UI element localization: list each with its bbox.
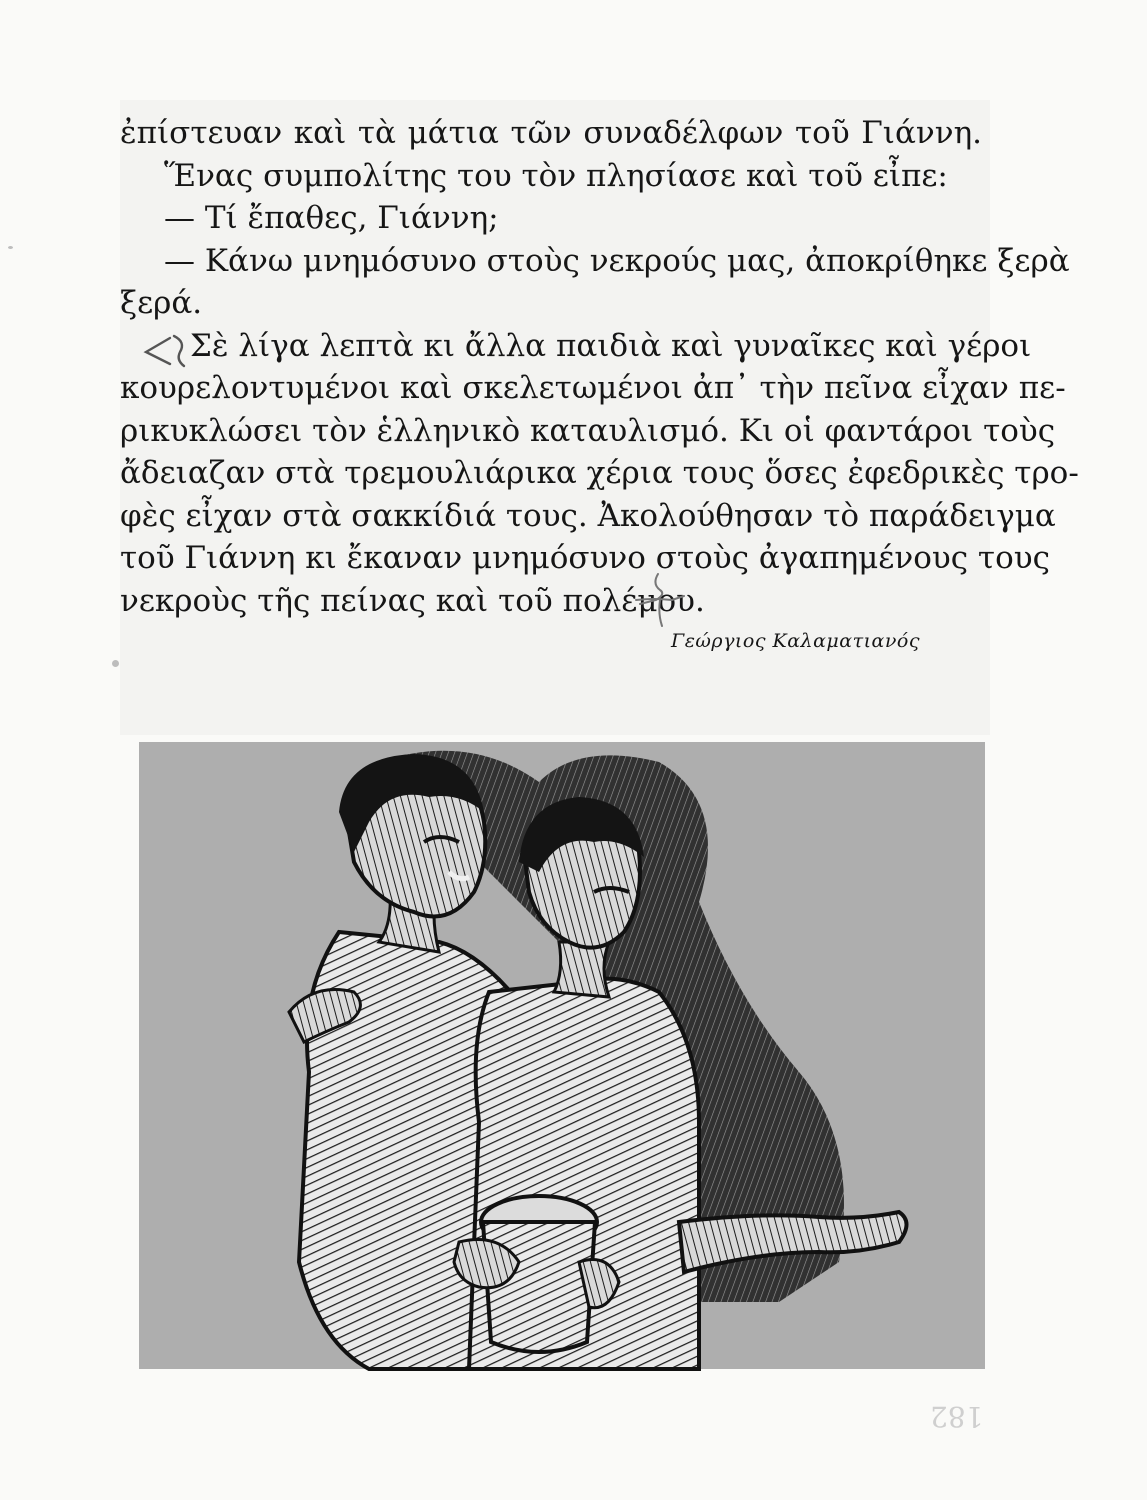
text-line: νεκροὺς τῆς πείνας καὶ τοῦ πολέμου. (120, 582, 705, 619)
text-line: Ἕνας συμπολίτης του τὸν πλησίασε καὶ τοῦ εἶπε: (164, 157, 948, 194)
page-speck (112, 660, 119, 667)
pencil-margin-mark-icon (140, 330, 190, 370)
story-text (120, 112, 1079, 622)
text-line: ἄδειαζαν στὰ τρεμουλιάρικα χέρια τους ὅσες ἐφεδρικὲς τρο- (120, 455, 1079, 491)
text-line: — Τί ἔπαθες, Γιάννη; (164, 200, 499, 236)
woodcut-figures-image (139, 742, 985, 1369)
text-line: φὲς εἶχαν στὰ σακκίδιά τους. Ἀκολούθησαν τὸ παράδειγμα (120, 497, 1056, 534)
page-number: 182 (930, 1400, 984, 1433)
author-signature: Γεώργιος Καλαματιανός (671, 630, 920, 652)
text-line: ρικυκλώσει τὸν ἑλληνικὸ καταυλισμό. Κι οἱ φαντάροι τοὺς (120, 412, 1056, 449)
text-line: — Κάνω μνημόσυνο στοὺς νεκρούς μας, ἀποκρίθηκε ξερὰ (164, 242, 1070, 279)
page-speck (8, 246, 13, 249)
text-line: Σὲ λίγα λεπτὰ κι ἄλλα παιδιὰ καὶ γυναῖκες καὶ γέροι (190, 327, 1032, 364)
text-line: κουρελοντυμένοι καὶ σκελετωμένοι ἀπ᾽ τὴν πεῖνα εἶχαν πε- (120, 370, 1066, 406)
text-line: ἐπίστευαν καὶ τὰ μάτια τῶν συναδέλφων τοῦ Γιάννη. (120, 115, 982, 151)
text-line: τοῦ Γιάννη κι ἔκαναν μνημόσυνο στοὺς ἀγαπημένους τους (120, 540, 1050, 576)
woodcut-illustration (139, 742, 985, 1369)
text-line: ξερά. (120, 285, 203, 321)
pencil-end-mark-icon (632, 570, 688, 630)
